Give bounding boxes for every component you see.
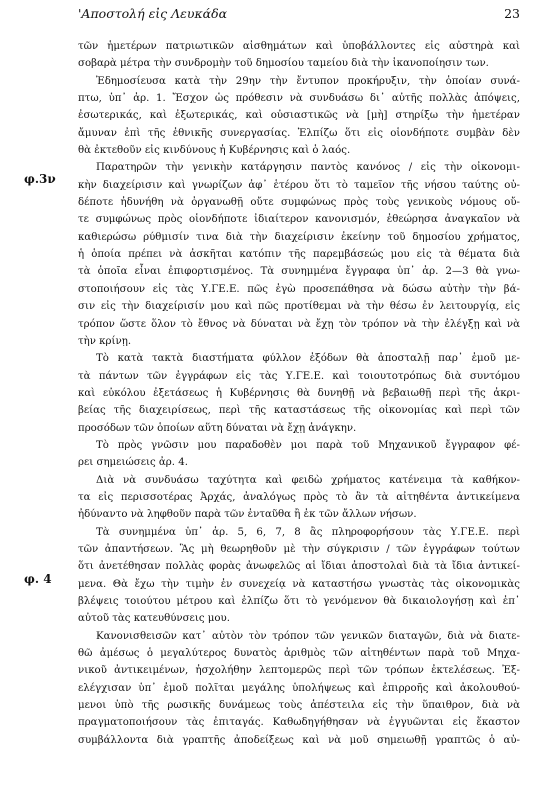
text-line: τῶν ἡμετέρων πατριωτικῶν αἰσθημάτων καὶ ὑποβάλλοντες εἰς αὐστηρὰ καὶ bbox=[78, 41, 520, 52]
text-line: Τὰ συνημμένα ὑπ᾽ ἀρ. 5, 6, 7, 8 ἂς πληροφορήσουν τὰς Υ.ΓΕ.Ε. περὶ bbox=[96, 526, 520, 538]
text-line: τὰ ὁποῖα εἶναι ἐπιφορτισμένος. Τὰ συνημμένα ἔγγραφα ὑπ᾽ ἀρ. 2—3 θὰ γνω- bbox=[78, 266, 520, 278]
text-line: Κανονισθεισῶν κατ᾽ αὐτὸν τὸν τρόπον τῶν γενικῶν διαταγῶν, διὰ νὰ διατε- bbox=[96, 630, 520, 642]
text-line: προσόδων τῶν ὁποίων αὕτη δύναται νὰ ἔχῃ ἀνάγκην. bbox=[78, 422, 357, 434]
text-line: πραγματοποιήσουν τὰς ἐπιταγάς. Καθωδηγήθησαν νὰ ἐγγυῶνται εἰς ἕκαστον bbox=[78, 717, 520, 729]
text-line: σοβαρὰ μέτρα τὴν συνδρομὴν τοῦ δημοσίου ταμείου διὰ τὴν ἱκανοποίησιν των. bbox=[78, 58, 489, 70]
margin-note-folio: φ.3ν bbox=[24, 172, 56, 186]
text-line: ρει σημειώσεις ἀρ. 4. bbox=[78, 457, 188, 469]
text-line: νικοῦ ἀντικειμένων, ἠσχολήθην λεπτομερῶς περὶ τῶν τρόπων ἐκτελέσεως. Ἐξ- bbox=[78, 665, 520, 677]
text-line: Ἐδημοσίευσα κατὰ τὴν 29ην τὴν ἔντυπον προκήρυξιν, τὴν ὁποίαν συνά- bbox=[96, 75, 520, 87]
text-line: θῶ ἀμέσως ὁ μεγαλύτερος δυνατὸς ἀριθμὸς τῶν αἰτηθέντων παρὰ τοῦ Μηχα- bbox=[78, 648, 520, 660]
text-line: σιν εἰς τὴν διαχείρισίν μου καὶ πῶς προτίθεμαι νὰ τὴν θέσω ἐν λειτουργίᾳ, εἰς bbox=[78, 301, 520, 313]
text-line: συμβάλλοντα διὰ γραπτῆς ἀποδείξεως καὶ νὰ μοῦ σημειωθῇ γραπτῶς ὁ αὐ- bbox=[78, 734, 520, 746]
text-line: στοποιήσουν εἰς τὰς Υ.ΓΕ.Ε. πῶς ἐγὼ προσεπάθησα νὰ δώσω αὐτὴν τὴν βά- bbox=[78, 283, 520, 295]
text-line: καθιερώσω ρύθμισίν τινα διὰ τὴν διαχείρισιν ἐκείνην τοῦ δημοσίου χρήματος, bbox=[78, 231, 520, 243]
text-line: Τὸ κατὰ τακτὰ διαστήματα φύλλον ἐξόδων θὰ ἀποσταλῇ παρ᾽ ἐμοῦ με- bbox=[96, 353, 520, 365]
text-line: αὐτοῦ τὰς κατευθύνσεις μου. bbox=[78, 613, 230, 625]
text-line: Τὸ πρὸς γνῶσιν μου παραδοθὲν μοι παρὰ τοῦ Μηχανικοῦ ἔγγραφον φέ- bbox=[96, 439, 520, 451]
text-line: θὰ ἐκτεθοῦν εἰς κινδύνους ἡ Κυβέρνησις καὶ ὁ λαός. bbox=[78, 145, 351, 157]
margin-note-folio: φ. 4 bbox=[24, 572, 52, 586]
text-line: μενοι ὑπὸ τῆς ρωσικῆς δυνάμεως τοὺς ἀπέστειλα εἰς τὴν ὕπαιθρον, διὰ νὰ bbox=[78, 700, 520, 712]
text-line: τα εἰς περισσοτέρας Ἀρχάς, ἀναλόγως πρὸς τὸ ἂν τὰ αἰτηθέντα ἀντικείμενα bbox=[78, 491, 520, 503]
page-number: 23 bbox=[504, 6, 520, 21]
text-line: τῶν ἀπαντήσεων. Ἂς μὴ θεωρηθοῦν μὲ τὴν σύγκρισιν / τῶν ἐγγράφων τούτων bbox=[78, 543, 520, 555]
text-line: πτω, ὑπ᾽ ἀρ. 1. Ἔσχον ὡς πρόθεσιν νὰ συνδυάσω δι᾽ αὐτῆς πολλὰς ἀπόψεις, bbox=[78, 93, 520, 105]
text-line: ὅτι ἀνετέθησαν πολλὰς φορὰς ἀνωφελῶς αἱ ἴδιαι ἀποστολαὶ διὰ τὰ ἴδια ἀντικεί- bbox=[78, 561, 520, 573]
running-title: 'Απoστoλή εἰς Λευκάδα bbox=[78, 6, 228, 21]
text-line: ἄμυναν ἐπὶ τῆς ἐθνικῆς συνεργασίας. Ἐλπίζω ὅτι εἰς οἱονδήποτε συμβὰν δὲν bbox=[78, 127, 520, 139]
text-line: ἡ ὁποία πρέπει νὰ ἀσκῆται κατόπιν τῆς παρεμβάσεώς μου εἰς τὰ θέματα διὰ bbox=[78, 249, 520, 261]
text-line: βείας τῆς διαχειρίσεως, περὶ τῆς καταστάσεως τῆς οἰκονομίας καὶ περὶ τῶν bbox=[78, 405, 520, 417]
text-line: Διὰ νὰ συνδυάσω ταχύτητα καὶ φειδὼ χρήματος κατένειμα τὰ καθήκον- bbox=[96, 474, 520, 486]
text-line: τε συμφώνως πρὸς οἱονδήποτε ἰδιαίτερον κανονισμόν, ἐθεώρησα ἀναγκαῖον νὰ bbox=[78, 214, 520, 226]
running-head bbox=[78, 6, 520, 24]
text-line: τὰ πάντων τῶν ἐγγράφων εἰς τὰς Υ.ΓΕ.Ε. καὶ τοιουτοτρόπως διὰ συντόμου bbox=[78, 370, 520, 382]
text-line: Παρατηρῶν τὴν γενικὴν κατάργησιν παντὸς κανόνος / εἰς τὴν οἰκονομι- bbox=[96, 162, 520, 174]
text-line: καὶ εὐκόλου ἐξετάσεως ἡ Κυβέρνησις θὰ δυνηθῇ νὰ βεβαιωθῇ περὶ τῆς ἀκρι- bbox=[78, 387, 520, 399]
text-line: βλέψεις τοιούτου μέτρου καὶ ἐλπίζω ὅτι τὸ γενόμενον θὰ δικαιολογήσῃ καὶ ἐπ᾽ bbox=[78, 596, 520, 607]
text-line: κὴν διαχείρισιν καὶ γνωρίζων ἀφ᾽ ἑτέρου ὅτι τὸ ταμεῖον τῆς νήσου ταύτης οὐ- bbox=[78, 179, 520, 191]
text-line: τὴν κρίνῃ. bbox=[78, 335, 132, 347]
text-line: ελέγχισαν ὑπ᾽ ἐμοῦ πολῖται μεγάλης ὑπολήψεως καὶ ἐπιρροῆς καὶ ἀκολουθού- bbox=[78, 682, 520, 694]
text-line: δέποτε ἠδυνήθη νὰ ὀργανωθῇ οὔτε συμφώνως πρὸς τοὺς γενικοὺς νόμους οὔ- bbox=[78, 197, 520, 209]
body-text bbox=[78, 38, 520, 749]
text-line: ἠδύναντο νὰ ληφθοῦν παρὰ τῶν ἐνταῦθα ἢ ἐκ τῶν ἄλλων νήσων. bbox=[78, 509, 417, 521]
text-line: τρόπον ὥστε ὅλον τὸ ἔθνος νὰ δύναται νὰ ἔχῃ τὸν τρόπον νὰ τὴν ἐλέγξῃ καὶ νὰ bbox=[78, 318, 520, 330]
text-line: ἐσωτερικάς, καὶ ἐξωτερικάς, καὶ οὐσιαστικῶς νὰ [μὴ] στηρίξω τὴν ἡμετέραν bbox=[78, 110, 520, 122]
text-line: μενα. Θὰ ἔχω τὴν τιμὴν ἐν συνεχείᾳ νὰ καταστήσω γνωστὰς τὰς οἰκονομικὰς bbox=[78, 578, 520, 590]
